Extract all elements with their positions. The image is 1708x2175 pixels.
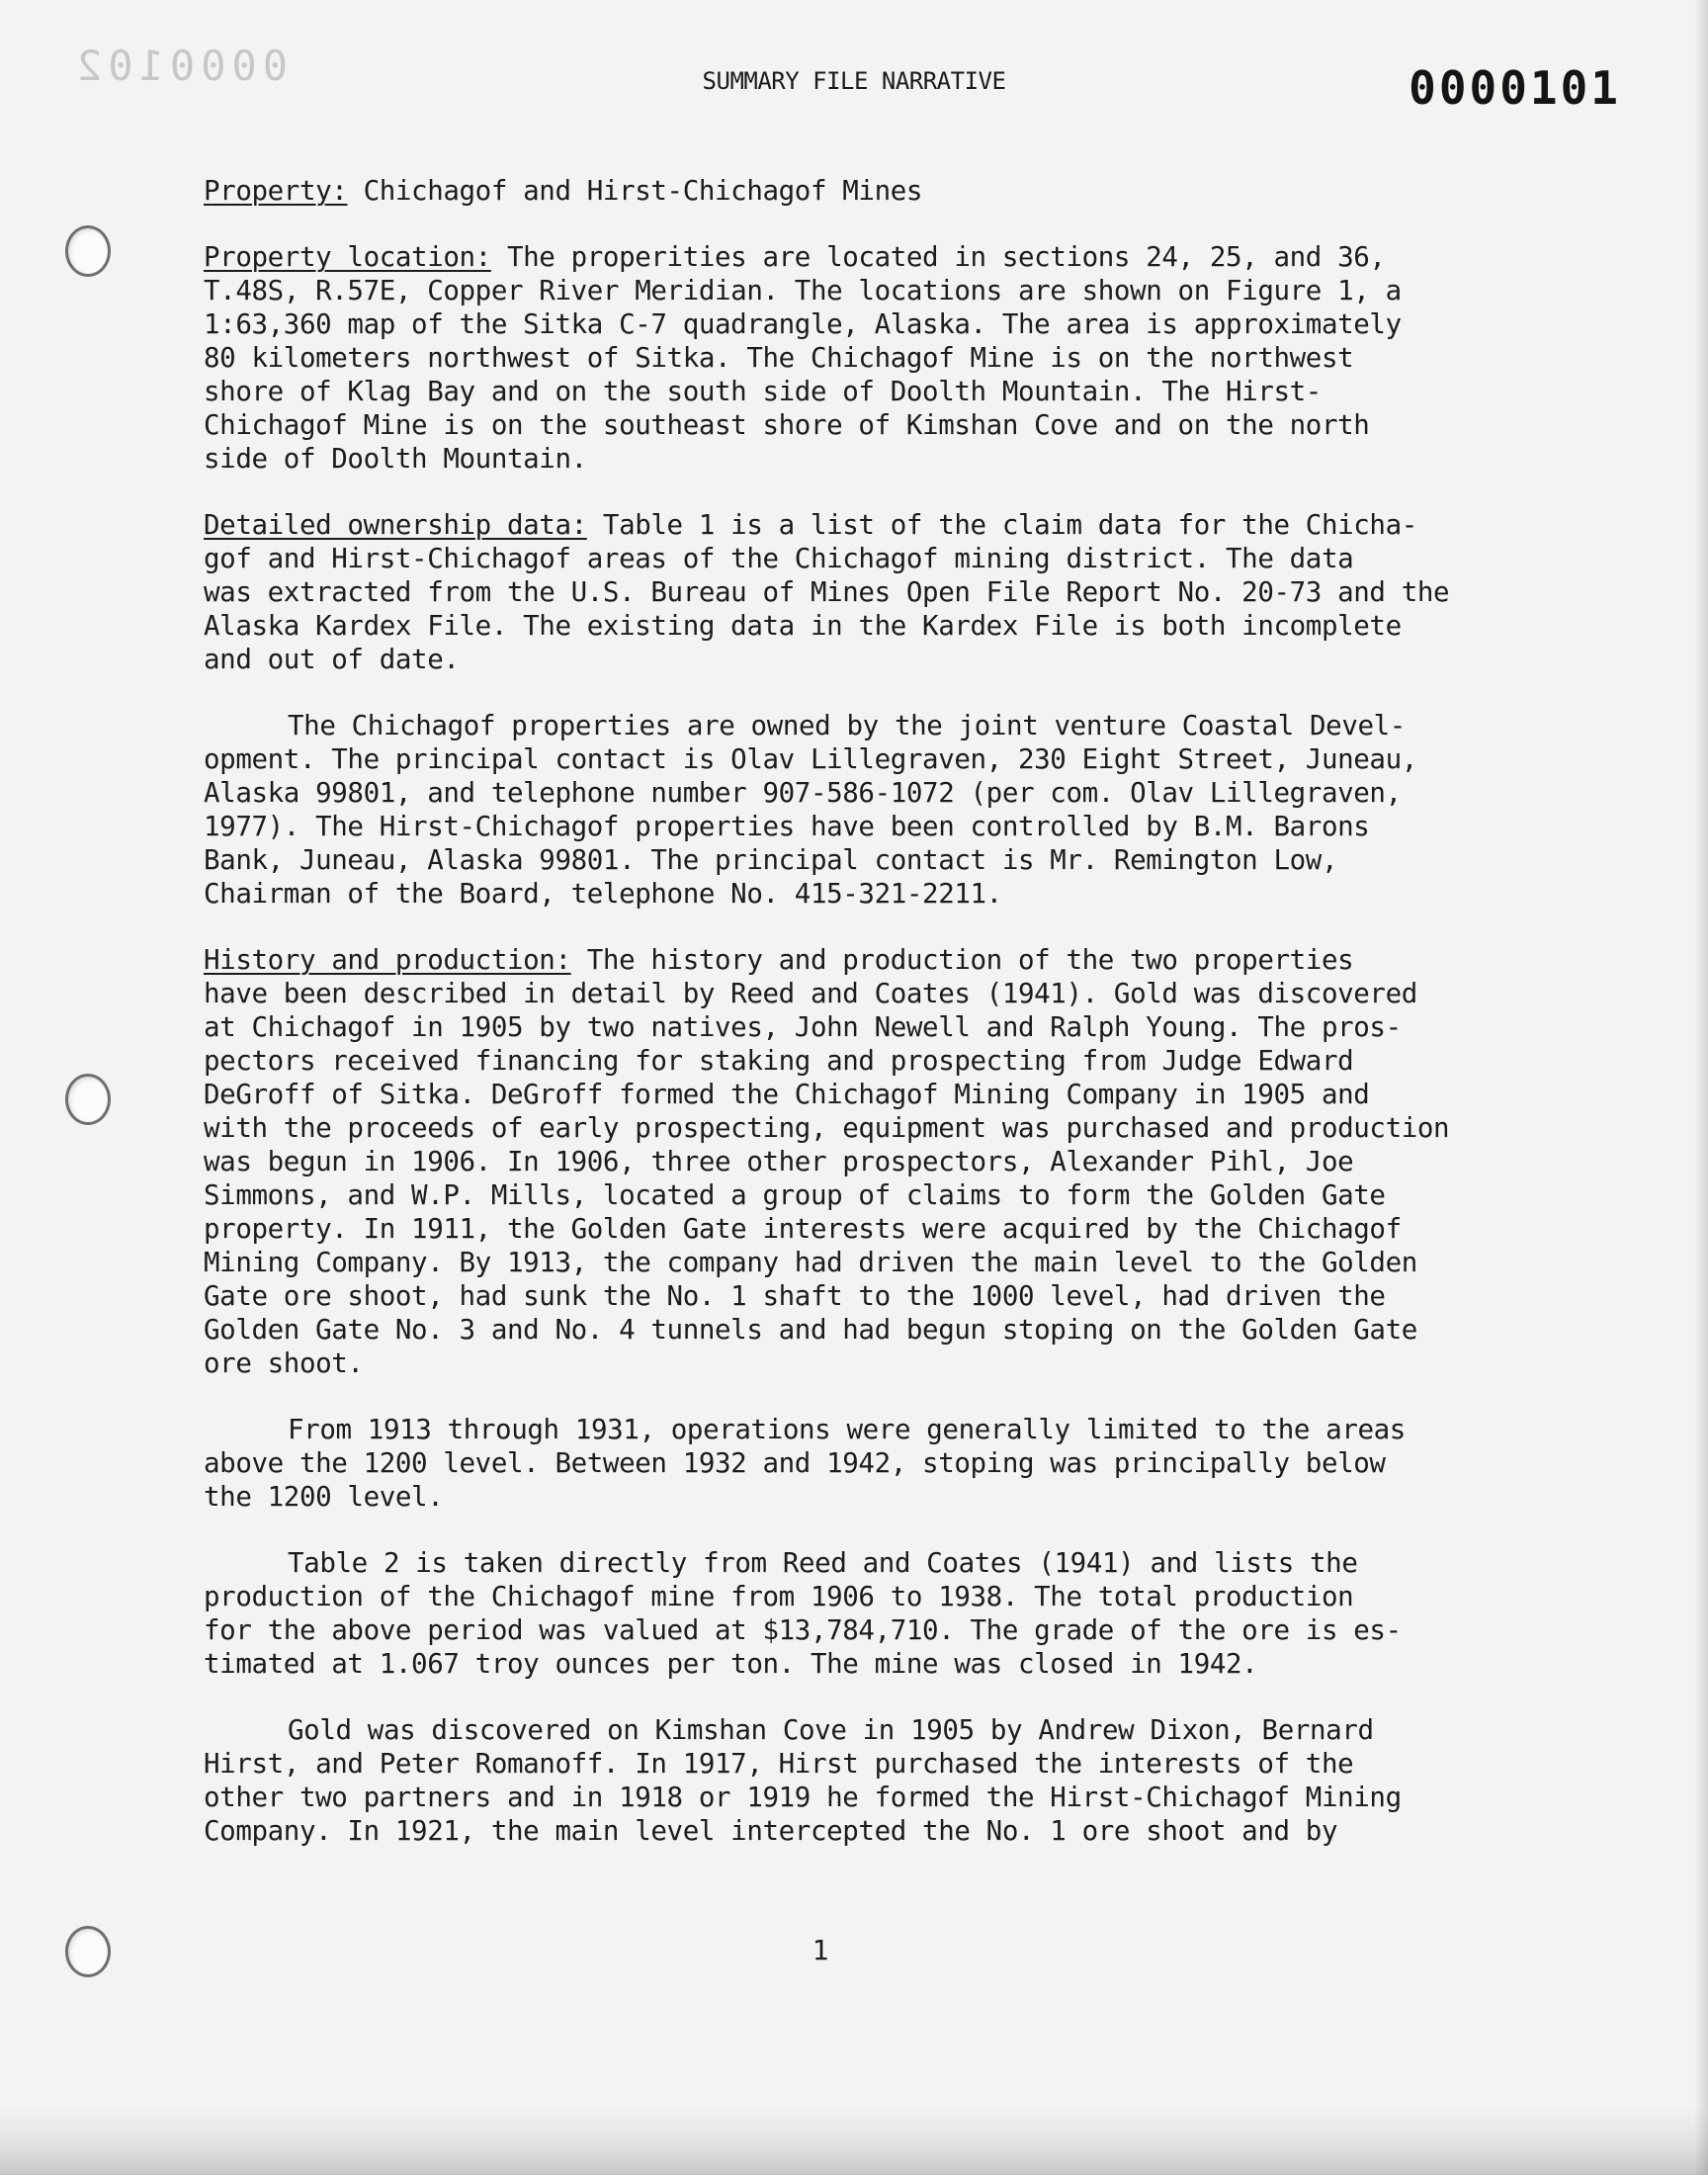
text-line: for the above period was valued at $13,784,710. The grade of the ore is es- xyxy=(204,1614,1402,1646)
heading-history: History and production: xyxy=(204,944,571,976)
paragraph-table2 xyxy=(204,1546,1528,1681)
text-line: shore of Klag Bay and on the south side of Doolth Mountain. The Hirst- xyxy=(204,376,1322,407)
heading-ownership-data: Detailed ownership data: xyxy=(204,509,587,541)
paragraph-ownership-data xyxy=(204,508,1528,676)
text-line: Chichagof Mine is on the southeast shore of Kimshan Cove and on the north xyxy=(204,409,1370,441)
text-line: other two partners and in 1918 or 1919 he formed the Hirst-Chichagof Mining xyxy=(204,1782,1402,1813)
text-line: Chairman of the Board, telephone No. 415-321-2211. xyxy=(204,878,1002,910)
file-number-stamp: 0000101 xyxy=(1409,61,1621,115)
text-line: side of Doolth Mountain. xyxy=(204,443,587,475)
text-line: Bank, Juneau, Alaska 99801. The principal contact is Mr. Remington Low, xyxy=(204,844,1338,876)
page-number: 1 xyxy=(811,1934,829,1966)
text-line: above the 1200 level. Between 1932 and 1942, stoping was principally below xyxy=(204,1447,1386,1479)
text-line: pectors received financing for staking and prospecting from Judge Edward xyxy=(204,1045,1354,1077)
text-line: Gate ore shoot, had sunk the No. 1 shaft to the 1000 level, had driven the xyxy=(204,1280,1386,1312)
text-line: Property: Chichagof and Hirst-Chichagof Mines xyxy=(204,175,923,207)
text-line: 80 kilometers northwest of Sitka. The Chichagof Mine is on the northwest xyxy=(204,342,1354,374)
text-line: Simmons, and W.P. Mills, located a group of claims to form the Golden Gate xyxy=(204,1179,1386,1211)
text-line: was begun in 1906. In 1906, three other prospectors, Alexander Pihl, Joe xyxy=(204,1146,1354,1177)
text-line: History and production: The history and production of the two properties xyxy=(204,944,1354,976)
bleed-through-stamp: 0000102 xyxy=(71,42,289,90)
punch-hole-top xyxy=(65,225,111,277)
text-line: T.48S, R.57E, Copper River Meridian. The locations are shown on Figure 1, a xyxy=(204,275,1402,306)
paragraph-operations xyxy=(204,1413,1528,1514)
paragraph-owners xyxy=(204,709,1528,911)
text-line: 1:63,360 map of the Sitka C-7 quadrangle, Alaska. The area is approximately xyxy=(204,308,1402,340)
text-line: From 1913 through 1931, operations were generally limited to the areas xyxy=(288,1414,1406,1445)
page-bottom-shadow xyxy=(0,2106,1708,2175)
text-line: at Chichagof in 1905 by two natives, John Newell and Ralph Young. The pros- xyxy=(204,1011,1402,1043)
text-line: Detailed ownership data: Table 1 is a list of the claim data for the Chicha- xyxy=(204,509,1417,541)
text-line: property. In 1911, the Golden Gate interests were acquired by the Chichagof xyxy=(204,1213,1402,1245)
paragraph-property-location xyxy=(204,240,1528,476)
text-line: was extracted from the U.S. Bureau of Mines Open File Report No. 20-73 and the xyxy=(204,576,1450,608)
text-line: the 1200 level. xyxy=(204,1481,444,1513)
text-line: Company. In 1921, the main level intercepted the No. 1 ore shoot and by xyxy=(204,1815,1338,1847)
text-line: opment. The principal contact is Olav Lillegraven, 230 Eight Street, Juneau, xyxy=(204,743,1417,775)
text-line: Table 2 is taken directly from Reed and Coates (1941) and lists the xyxy=(288,1547,1358,1579)
paragraph-kimshan xyxy=(204,1713,1528,1848)
text-line: Alaska 99801, and telephone number 907-586-1072 (per com. Olav Lillegraven, xyxy=(204,777,1402,809)
text-line: gof and Hirst-Chichagof areas of the Chichagof mining district. The data xyxy=(204,543,1354,574)
heading-property-location: Property location: xyxy=(204,241,491,273)
text-line: with the proceeds of early prospecting, equipment was purchased and production xyxy=(204,1112,1450,1144)
text-line: timated at 1.067 troy ounces per ton. The mine was closed in 1942. xyxy=(204,1648,1258,1680)
paragraph-property xyxy=(204,174,1528,208)
page-right-edge xyxy=(1694,0,1708,2175)
text-line: Property location: The properities are located in sections 24, 25, and 36, xyxy=(204,241,1386,273)
text-line: production of the Chichagof mine from 1906 to 1938. The total production xyxy=(204,1581,1354,1612)
text-line: DeGroff of Sitka. DeGroff formed the Chichagof Mining Company in 1905 and xyxy=(204,1079,1370,1110)
text-line: ore shoot. xyxy=(204,1348,364,1379)
text-line: Hirst, and Peter Romanoff. In 1917, Hirst purchased the interests of the xyxy=(204,1748,1354,1780)
text-line: Mining Company. By 1913, the company had driven the main level to the Golden xyxy=(204,1247,1417,1278)
heading-property: Property: xyxy=(204,175,348,207)
paragraph-history xyxy=(204,943,1528,1380)
document-body xyxy=(204,174,1528,1880)
text-line: Gold was discovered on Kimshan Cove in 1905 by Andrew Dixon, Bernard xyxy=(288,1714,1374,1746)
text-line: Alaska Kardex File. The existing data in the Kardex File is both incomplete xyxy=(204,610,1402,642)
text-line: and out of date. xyxy=(204,644,460,675)
text-line: Golden Gate No. 3 and No. 4 tunnels and had begun stoping on the Golden Gate xyxy=(204,1314,1417,1346)
text-line: have been described in detail by Reed and Coates (1941). Gold was discovered xyxy=(204,978,1417,1009)
text-line: 1977). The Hirst-Chichagof properties have been controlled by B.M. Barons xyxy=(204,811,1370,842)
document-title: SUMMARY FILE NARRATIVE xyxy=(702,67,1006,95)
text-line: The Chichagof properties are owned by the joint venture Coastal Devel- xyxy=(288,710,1406,741)
punch-hole-middle xyxy=(65,1074,111,1125)
